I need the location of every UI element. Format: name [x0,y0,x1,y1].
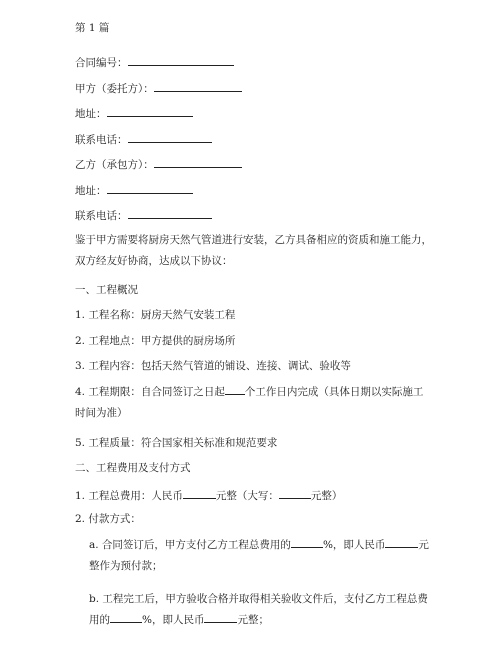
term-b-post: 元整； [237,614,269,626]
payment-term-a [89,535,433,577]
party-a-address-label: 地址： [75,108,107,120]
page-heading: 第 1 篇 [75,22,110,34]
party-a-blank [154,80,242,92]
item-4-text-post: 个工作日内完成（具体日期以实际施工时间为准） [75,386,424,419]
total-fee-post: 元整） [310,490,343,502]
payment-term-b [89,589,433,631]
total-fee-uppercase-blank [279,487,311,499]
section-1-item-1: 1. 工程名称：厨房天然气安装工程 [75,309,236,321]
party-b-phone-label: 联系电话： [75,210,128,222]
section-2-item-2: 2. 付款方式： [75,513,141,525]
section-1-item-3: 3. 工程内容：包括天然气管道的铺设、连接、调试、验收等 [75,360,351,372]
party-a-phone-blank [128,131,212,143]
contract-no-label: 合同编号： [75,57,128,69]
term-b-pre: b. 工程完工后，甲方验收合格并取得相关验收文件后，支付乙方工程总费用的 [89,593,428,626]
total-fee-pre: 1. 工程总费用：人民币 [75,490,183,502]
term-b-amount-blank [204,611,237,623]
term-a-percent-blank [291,536,323,548]
term-a-post: 元整作为预付款； [89,539,429,572]
section-2-title: 二、工程费用及支付方式 [75,462,191,474]
term-a-pre: a. 合同签订后，甲方支付乙方工程总费用的 [89,539,291,551]
party-b-blank [154,156,242,168]
party-b-phone-field [75,207,212,223]
party-b-phone-blank [128,207,212,219]
section-1-title: 一、工程概况 [75,284,138,296]
term-b-mid: %，即人民币 [142,614,205,626]
party-b-address-field [75,182,193,198]
section-1-item-4 [75,382,433,424]
preamble-paragraph: 鉴于甲方需要将厨房天然气管道进行安装，乙方具备相应的资质和施工能力，双方经友好协商，达成以下协议： [75,234,432,267]
item-4-text-pre: 4. 工程期限：自合同签订之日起 [75,386,225,398]
party-b-field [75,156,242,172]
party-a-phone-label: 联系电话： [75,134,128,146]
term-a-mid: %，即人民币 [322,539,386,551]
contract-no-field [75,54,234,70]
party-b-label: 乙方（承包方）： [75,159,154,171]
contract-no-blank [128,54,234,66]
party-b-address-label: 地址： [75,185,107,197]
section-1-item-2: 2. 工程地点：甲方提供的厨房场所 [75,335,236,347]
party-a-field [75,80,242,96]
party-a-label: 甲方（委托方）： [75,83,154,95]
party-a-address-blank [107,105,193,117]
section-1-item-5: 5. 工程质量：符合国家相关标准和规范要求 [75,437,278,449]
party-a-address-field [75,105,193,121]
term-b-percent-blank [110,611,142,623]
party-a-phone-field [75,131,212,147]
party-b-address-blank [107,182,193,194]
work-days-blank [225,383,245,395]
total-fee-mid: 元整（大写： [215,490,279,502]
total-fee-blank [183,487,216,499]
term-a-amount-blank [385,536,418,548]
section-2-item-1 [75,487,342,503]
